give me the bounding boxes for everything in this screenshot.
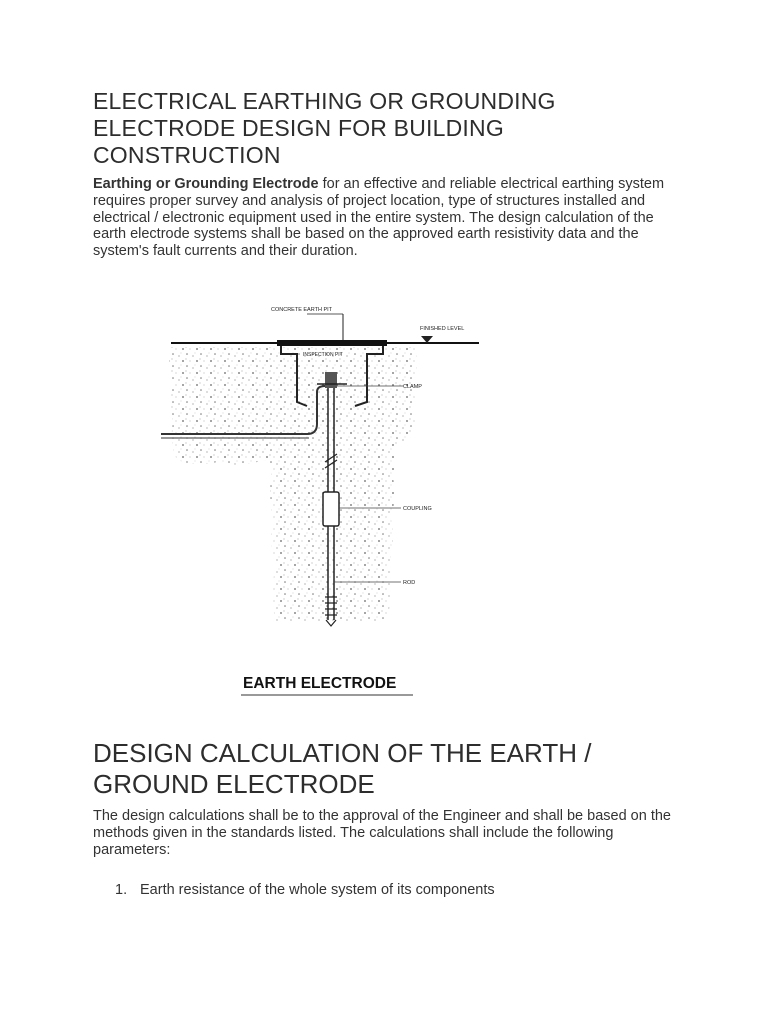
parameters-list [93,882,495,898]
clamp-block [325,372,337,388]
label-rod: ROD [403,580,416,586]
pit-slab [277,340,387,346]
list-item-number: 1. [115,882,128,898]
section-paragraph: The design calculations shall be to the approval of the Engineer and shall be based on the methods given in the standards listed. The calculations shall include the following parameters: [93,808,671,858]
label-pit: CONCRETE EARTH PIT [271,307,333,313]
list-item [93,882,495,898]
coupling [323,492,339,526]
list-item-text: Earth resistance of the whole system of its components [140,882,495,898]
label-coupling: COUPLING [403,506,432,512]
section-title: DESIGN CALCULATION OF THE EARTH / GROUND ELECTRODE [93,738,592,799]
finished-level-marker [421,336,433,343]
label-inspection: INSPECTION PIT [303,352,343,358]
earth-electrode-figure [157,292,487,702]
label-finished: FINISHED LEVEL [420,326,465,332]
intro-bold: Earthing or Grounding Electrode [93,176,319,192]
earth-electrode-diagram [157,292,487,702]
intro-text: for an effective and reliable electrical earthing system requires proper survey and analysis of project location, type of structures installed and electrical / electronic equipment used in the entire system. The design calculation of the earth electrode systems shall be based on the approved earth resistivity data and the system's fault currents and their duration. [93,176,665,260]
article-title: ELECTRICAL EARTHING OR GROUNDING ELECTRODE DESIGN FOR BUILDING CONSTRUCTION [93,88,556,168]
intro-paragraph [93,176,665,260]
label-clamp: CLAMP [403,384,422,390]
soil-mass [169,347,417,622]
figure-caption: EARTH ELECTRODE [243,675,397,692]
